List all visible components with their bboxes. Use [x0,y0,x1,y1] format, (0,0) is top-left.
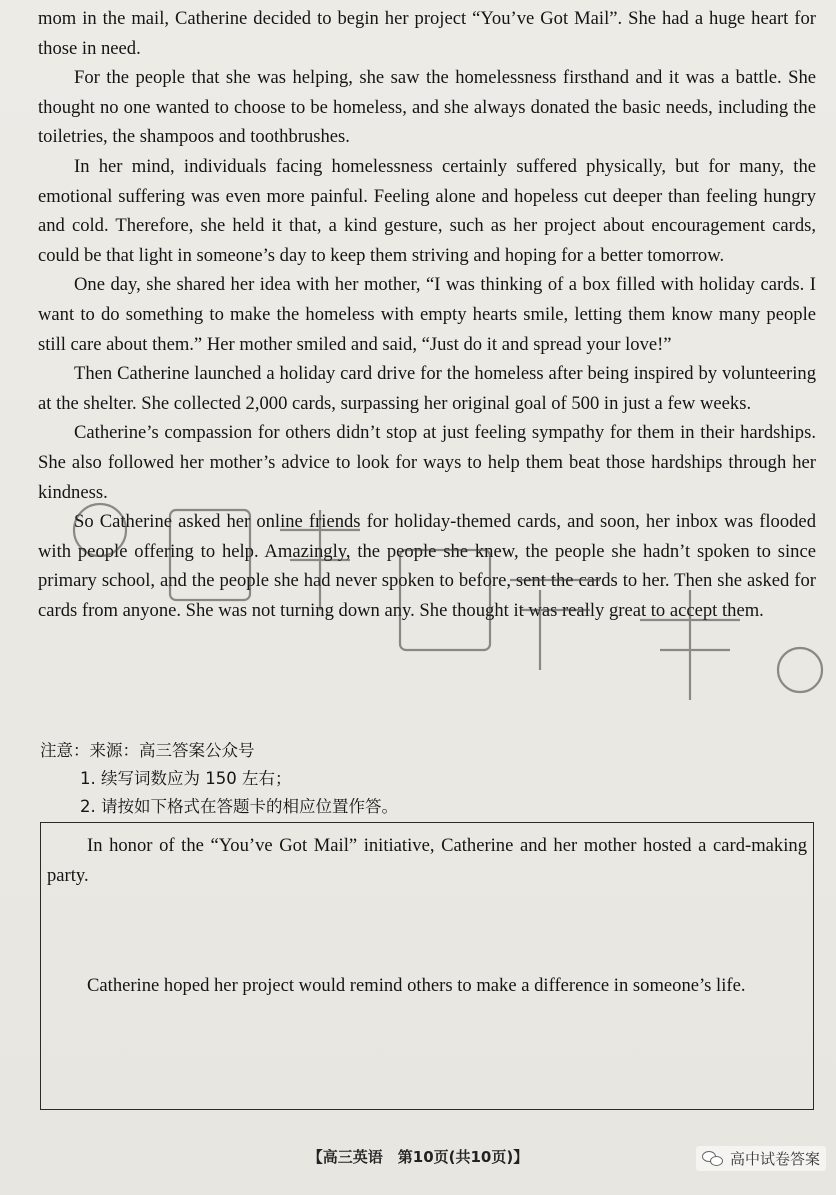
story-text [38,4,816,625]
answer-opening-sentence: In honor of the “You’ve Got Mail” initiative, Catherine and her mother hosted a card-making party. [47,835,807,886]
story-paragraph: Then Catherine launched a holiday card drive for the homeless after being inspired by volunteering at the shelter. She collected 2,000 cards, surpassing her original goal of 500 in just a few weeks. [38,363,816,414]
wechat-label: 高中试卷答案 [729,1150,820,1168]
answer-second-paragraph-start: Catherine hoped her project would remind others to make a difference in someone’s life. [87,975,746,996]
story-paragraph: So Catherine asked her online friends for holiday-themed cards, and soon, her inbox was flooded with people offering to help. Amazingly, the people she knew, the people she hadn’t spoken to since primary school, and the people she had never spoken to before, sent the cards to her. Then she asked for cards from anyone. She was not turning down any. She thought it was really great to accept them. [38,511,816,621]
wechat-icon [702,1150,724,1168]
page-footer: 【高三英语 第10页(共10页)】 [307,1148,529,1166]
story-paragraph: In her mind, individuals facing homelessness certainly suffered physically, but for many, the emotional suffering was even more painful. Feeling alone and hopeless cut deeper than feeling hungry and cold. Therefore, she held it that, a kind gesture, such as her project about encouragement cards, could be that light in someone’s day to keep them striving and hoping for a better tomorrow. [38,155,816,266]
wechat-badge[interactable] [696,1146,826,1171]
writing-notes [40,737,800,821]
story-paragraph: Catherine’s compassion for others didn’t stop at just feeling sympathy for them in their hardships. She also followed her mother’s advice to look for ways to help them beat those hardships through her kindness. [38,422,816,503]
story-paragraph: mom in the mail, Catherine decided to begin her project “You’ve Got Mail”. She had a huge heart for those in need. [38,8,816,59]
notes-heading: 注意：来源：高三答案公众号 [40,741,255,760]
note-item: 2. 请按如下格式在答题卡的相应位置作答。 [80,797,398,816]
story-paragraph: One day, she shared her idea with her mother, “I was thinking of a box filled with holiday cards. I want to do something to make the homeless with empty hearts smile, letting them know many people still care about them.” Her mother smiled and said, “Just do it and spread your love!” [38,274,816,355]
note-item: 1. 续写词数应为 150 左右； [80,769,292,788]
answer-box[interactable] [40,822,814,1110]
story-paragraph: For the people that she was helping, she saw the homelessness firsthand and it was a battle. She thought no one wanted to choose to be homeless, and she always donated the basic needs, including the toiletries, the shampoos and toothbrushes. [38,67,816,148]
